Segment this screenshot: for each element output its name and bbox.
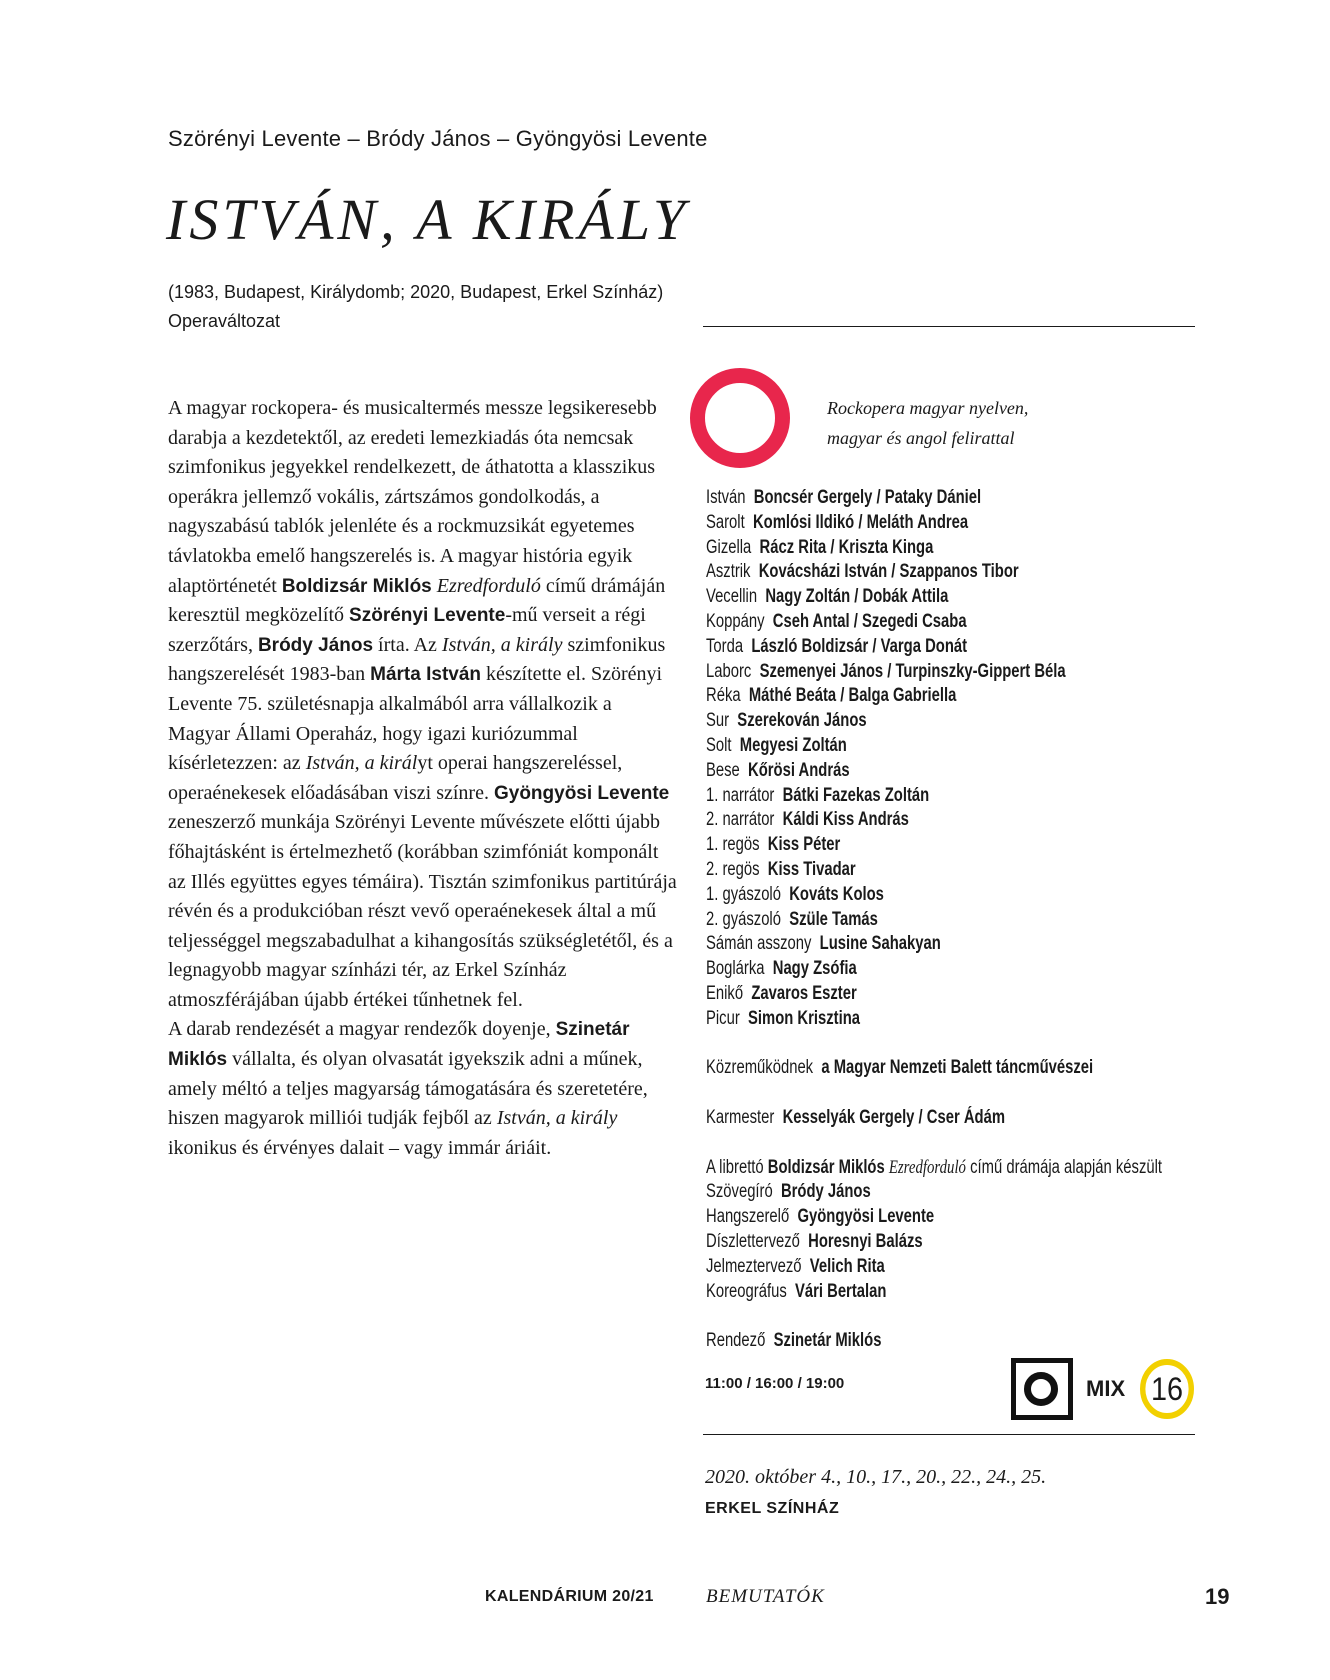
credit-person: Lusine Sahakyan <box>819 933 941 955</box>
credit-row <box>706 1280 1330 1305</box>
credit-person: Boncsér Gergely / Pataky Dániel <box>753 487 982 508</box>
credit-role: Bese <box>706 759 740 781</box>
credit-person: a Magyar Nemzeti Balett táncművészei <box>821 1057 1094 1079</box>
bold-name: Márta István <box>370 664 482 686</box>
conductor-row <box>706 1106 1330 1131</box>
director-row <box>706 1329 1330 1354</box>
cast-row <box>706 585 1330 610</box>
credit-role: Közreműködnek <box>706 1057 814 1079</box>
text-run: című drámáján keresztül megközelítő <box>168 574 666 627</box>
text-run: A darab rendezését a magyar rendezők doyenje, <box>168 1018 556 1041</box>
credit-person: Komlósi Ildikó / Meláth Andrea <box>752 511 969 533</box>
credit-person: Rácz Rita / Kriszta Kinga <box>759 536 934 558</box>
top-divider <box>703 326 1195 327</box>
credit-person: Nagy Zsófia <box>772 958 857 980</box>
cast-row <box>706 784 1330 809</box>
credit-person: Velich Rita <box>809 1255 885 1277</box>
article-paragraph-2 <box>168 1015 678 1163</box>
footer-magazine: KALENDÁRIUM 20/21 <box>485 1588 654 1605</box>
credit-role: 2. regös <box>706 858 760 880</box>
cast-row <box>706 932 1330 957</box>
credit-person: Kiss Tivadar <box>767 858 856 880</box>
bold-name: Bródy János <box>257 634 374 656</box>
credit-role: 1. regös <box>706 834 760 856</box>
bold-name: Gyöngyösi Levente <box>493 782 670 804</box>
text-run: A magyar rockopera- és musicaltermés messze legsikeresebb darabja a kezdetektől, az eredeti lemezkiadás óta nemcsak szimfonikus jegyekkel rendelkezett, de áthatotta a klasszikus operákra jellemző vokális, zártszámos gondolkodás, a nagyszabású tablók jelenléte és a rockmuzsikát egyetemes távlatokba emelő hangszerelés is. A magyar história egyik alaptörténetét <box>168 397 657 597</box>
cast-row <box>706 858 1330 883</box>
text-run: készítette el. Szörényi Levente 75. születésnapja alkalmából arra vállalkozik a Magyar Állami Operaház, hogy igazi kuriózummal kísérletezzen: az <box>168 663 663 775</box>
version-label: Operaváltozat <box>168 311 281 331</box>
footer-section: BEMUTATÓK <box>706 1586 825 1607</box>
spacer <box>706 1304 1330 1329</box>
credit-role: Díszlettervező <box>706 1230 800 1252</box>
credit-person: Horesnyi Balázs <box>808 1230 923 1252</box>
cast-row <box>706 734 1330 759</box>
bold-name: Boldizsár Miklós <box>281 575 432 597</box>
cast-row <box>706 660 1330 685</box>
cast-row <box>706 709 1330 734</box>
cast-row <box>706 759 1330 784</box>
credit-person: Szerekován János <box>737 710 867 732</box>
credit-role: Hangszerelő <box>706 1206 790 1228</box>
credit-person: Szinetár Miklós <box>773 1330 882 1352</box>
cast-row <box>706 635 1330 660</box>
cast-row <box>706 957 1330 982</box>
credit-person: Cseh Antal / Szegedi Csaba <box>772 610 967 632</box>
credit-person: Vári Bertalan <box>794 1280 887 1302</box>
text-run: -mű verseit a régi szerzőtárs, <box>168 604 646 656</box>
language-note <box>827 394 1028 453</box>
text-run: ikonikus és érvényes dalait – vagy immár áriáit. <box>168 1136 552 1159</box>
cast-row <box>706 610 1330 635</box>
bottom-divider <box>703 1434 1195 1435</box>
cast-row <box>706 1007 1330 1032</box>
contributors-row <box>706 1056 1330 1081</box>
credit-row <box>706 1180 1330 1205</box>
text-run: yt operai hangszereléssel, operaénekesek előadásában viszi színre. <box>168 752 623 804</box>
credit-row <box>706 1205 1330 1230</box>
credit-role: Picur <box>706 1007 740 1029</box>
credit-person: Szüle Tamás <box>789 908 878 930</box>
text-run: írta. Az <box>373 633 442 656</box>
opera-ring-icon <box>690 368 790 468</box>
credit-person: Kováts Kolos <box>789 883 884 905</box>
credit-role: Réka <box>706 685 741 707</box>
cast-row <box>706 808 1330 833</box>
cast-row <box>706 486 1330 511</box>
credit-person: Kőrösi András <box>748 759 850 781</box>
bold-name: Szinetár Miklós <box>168 1019 630 1071</box>
credit-role: Solt <box>706 734 732 756</box>
premiere-info <box>168 278 663 336</box>
credit-role: Torda <box>706 635 744 657</box>
italic-title: István, a király <box>496 1107 618 1130</box>
cast-row <box>706 982 1330 1007</box>
credit-person: Kesselyák Gergely / Cser Ádám <box>782 1106 1006 1128</box>
premiere-dates: (1983, Budapest, Királydomb; 2020, Budapest, Erkel Színház) <box>168 282 664 302</box>
credits-list <box>706 486 1330 1354</box>
language-note-line: Rockopera magyar nyelven, <box>827 398 1029 418</box>
credit-role: 1. narrátor <box>706 784 775 806</box>
libretto-row <box>706 1156 1330 1181</box>
text-run: szimfonikus hangszerelését 1983-ban <box>168 633 666 686</box>
credit-role: Sur <box>706 710 730 732</box>
credit-person: Bátki Fazekas Zoltán <box>782 784 930 806</box>
composers-line: Szörényi Levente – Bródy János – Gyöngyösi Levente <box>168 126 708 151</box>
credit-row <box>706 1255 1330 1280</box>
italic-title: István, a királ <box>305 752 418 775</box>
spacer <box>706 1081 1330 1106</box>
language-note-line: magyar és angol felirattal <box>827 427 1015 448</box>
credit-person: Szemenyei János / Turpinszky-Gippert Béla <box>759 660 1066 682</box>
cast-row <box>706 511 1330 536</box>
credit-role: István <box>706 487 746 508</box>
text-run: vállalta, és olyan olvasatát igyekszik adni a műnek, amely méltó a teljes magyarság támogatására és szeretetére, hiszen magyarok milliói tudják fejből az <box>168 1048 648 1130</box>
bold-name: Szörényi Levente <box>349 605 506 627</box>
credit-person: Máthé Beáta / Balga Gabriella <box>748 685 957 707</box>
credit-role: Karmester <box>706 1106 775 1128</box>
credit-role: A librettó <box>706 1156 764 1178</box>
show-times: 11:00 / 16:00 / 19:00 <box>705 1375 845 1392</box>
italic-title: István, a király <box>441 633 563 656</box>
credit-role: című drámája alapján készült <box>970 1156 1163 1178</box>
credit-person: Boldizsár Miklós <box>767 1156 885 1178</box>
credit-role: Jelmeztervező <box>706 1255 802 1277</box>
page-number: 19 <box>1205 1584 1230 1609</box>
credit-role: 2. narrátor <box>706 809 775 831</box>
mix-badge: MIX <box>1086 1376 1126 1401</box>
credit-row <box>706 1230 1330 1255</box>
spacer <box>706 1131 1330 1156</box>
page-title: ISTVÁN, A KIRÁLY <box>166 187 690 252</box>
credit-person: Gyöngyösi Levente <box>797 1206 935 1228</box>
venue-name: ERKEL SZÍNHÁZ <box>705 1500 840 1517</box>
credit-role: Laborc <box>706 660 752 682</box>
credit-person: Simon Krisztina <box>748 1007 861 1029</box>
cast-row <box>706 536 1330 561</box>
work-title: Ezredforduló <box>888 1156 966 1178</box>
cast-row <box>706 908 1330 933</box>
credit-person: Megyesi Zoltán <box>739 734 847 756</box>
credit-role: Sámán asszony <box>706 933 812 955</box>
text-run: zeneszerző munkája Szörényi Levente művészete előtti újabb főhajtásként is értelmezhető (korábban szimfóniát komponált az Illés együttes egyes témáira). Tisztán szimfonikus partitúrája révén és a produkcióban részt vevő operaénekesek által a mű teljességgel megszabadulhat a kihangosítás szükségletétől, és a legnagyobb magyar színházi tér, az Erkel Színház atmoszférájában újabb értékei tűnhetnek fel. <box>168 811 677 1011</box>
article-paragraph-1 <box>168 394 678 1015</box>
age-rating-badge: 16 <box>1140 1359 1194 1419</box>
credit-role: Vecellin <box>706 586 758 608</box>
credit-person: Kovácsházi István / Szappanos Tibor <box>758 561 1019 583</box>
cast-row <box>706 560 1330 585</box>
credit-role: Boglárka <box>706 958 765 980</box>
credit-role: Szövegíró <box>706 1181 773 1203</box>
article-body <box>168 394 678 1163</box>
cast-row <box>706 883 1330 908</box>
credit-person: Bródy János <box>780 1181 871 1203</box>
spacer <box>706 1032 1330 1057</box>
credit-person: Káldi Kiss András <box>782 809 909 831</box>
credit-person: Kiss Péter <box>767 834 841 856</box>
credit-role: Koreográfus <box>706 1280 787 1302</box>
opera-logo-icon <box>1011 1358 1073 1420</box>
credit-person: László Boldizsár / Varga Donát <box>751 635 968 657</box>
credit-role: 2. gyászoló <box>706 908 781 930</box>
cast-row <box>706 833 1330 858</box>
cast-row <box>706 684 1330 709</box>
credit-role: Rendező <box>706 1330 766 1352</box>
credit-role: Enikő <box>706 982 744 1004</box>
credit-person: Nagy Zoltán / Dobák Attila <box>765 586 949 608</box>
credit-role: 1. gyászoló <box>706 883 781 905</box>
italic-title: Ezredforduló <box>436 574 541 597</box>
performance-dates: 2020. október 4., 10., 17., 20., 22., 24., 25. <box>705 1466 1047 1488</box>
credit-role: Koppány <box>706 610 765 632</box>
credit-role: Asztrik <box>706 561 751 583</box>
credit-role: Sarolt <box>706 511 745 533</box>
credit-person: Zavaros Eszter <box>751 982 857 1004</box>
credit-role: Gizella <box>706 536 752 558</box>
